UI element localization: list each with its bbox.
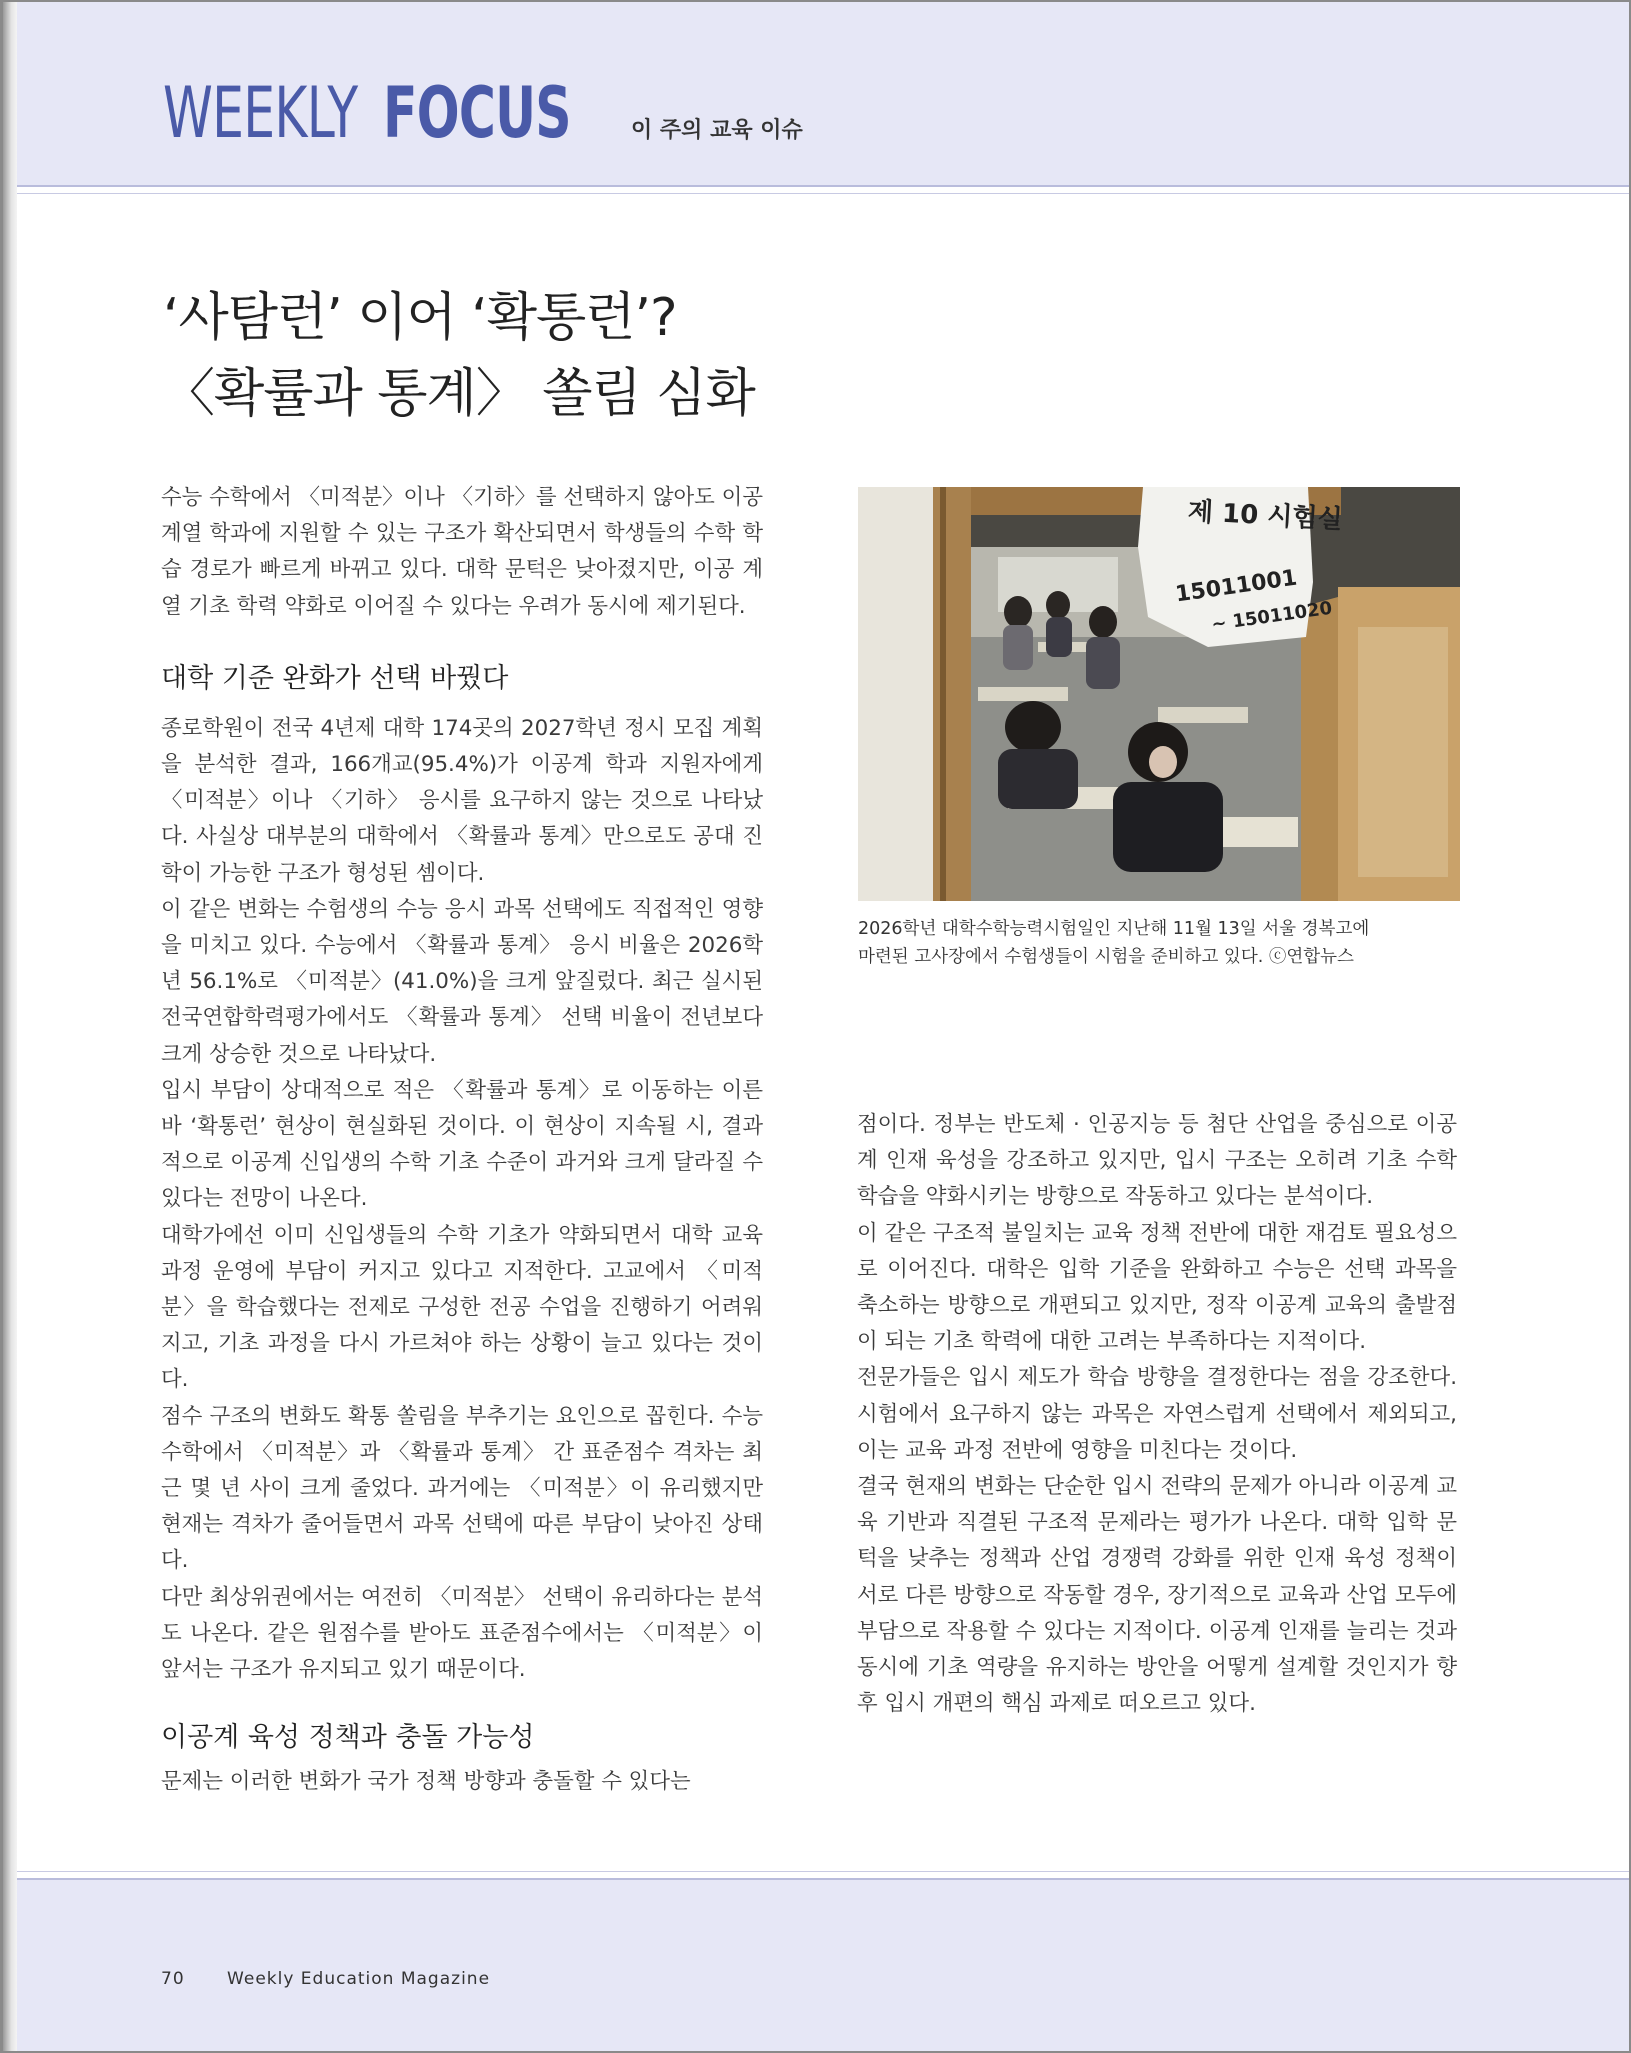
body-paragraph: 이 같은 변화는 수험생의 수능 응시 과목 선택에도 직접적인 영향을 미치고 있다. 수능에서 〈확률과 통계〉 응시 비율은 2026학년 56.1%로 〈미적분〉(41.0%)을 크게 앞질렀다. 최근 실시된 전국연합학력평가에서도 〈확률과 통계〉 선택 비율이 전년보다 크게 상승한 것으로 나타났다.	[161, 896, 763, 1067]
right-column	[857, 1107, 1457, 1722]
exam-room-sign-range-start: 15011001	[1173, 565, 1299, 608]
section-label: 이 주의 교육 이슈	[631, 118, 803, 143]
article-title	[163, 280, 755, 432]
title-line-2: 〈확률과 통계〉 쏠림 심화	[163, 364, 755, 424]
exam-room-sign-title: 제 10 시험실	[1187, 496, 1344, 536]
body-paragraph: 전문가들은 입시 제도가 학습 방향을 결정한다는 점을 강조한다. 시험에서 요구하지 않는 과목은 자연스럽게 선택에서 제외되고, 이는 교육 과정 전반에 영향을 미친다는 것이다.	[857, 1365, 1457, 1463]
caption-line-2: 마련된 고사장에서 수험생들이 시험을 준비하고 있다. ⓒ연합뉴스	[858, 947, 1354, 967]
caption-line-1: 2026학년 대학수학능력시험일인 지난해 11월 13일 서울 경복고에	[858, 919, 1370, 939]
exam-room-photo	[858, 487, 1460, 901]
title-line-1: ‘사탐런’ 이어 ‘확통런’?	[163, 288, 677, 348]
exam-room-sign-range-end: ~ 15011020	[1210, 597, 1334, 636]
body-paragraph: 이 같은 구조적 불일치는 교육 정책 전반에 대한 재검토 필요성으로 이어진다. 대학은 입학 기준을 완화하고 수능은 선택 과목을 축소하는 방향으로 개편되고 있지만, 정작 이공계 교육의 출발점이 되는 기초 학력에 대한 고려는 부족하다는 지적이다.	[857, 1220, 1457, 1355]
folio	[161, 1969, 490, 1989]
page-number: 70	[161, 1969, 185, 1989]
masthead-weekly: WEEKLY	[163, 72, 358, 154]
body-paragraph: 입시 부담이 상대적으로 적은 〈확률과 통계〉로 이동하는 이른바 ‘확통런’ 현상이 현실화된 것이다. 이 현상이 지속될 시, 결과적으로 이공계 신입생의 수학 기초 수준이 과거와 크게 달라질 수 있다는 전망이 나온다.	[161, 1077, 763, 1212]
photo-caption	[858, 915, 1478, 971]
masthead	[163, 72, 803, 154]
body-paragraph: 점수 구조의 변화도 확통 쏠림을 부추기는 요인으로 꼽힌다. 수능 수학에서 〈미적분〉과 〈확률과 통계〉 간 표준점수 격차는 최근 몇 년 사이 크게 줄었다. 과거에는 〈미적분〉이 유리했지만 현재는 격차가 줄어들면서 과목 선택에 따른 부담이 낮아진 상태다.	[161, 1403, 763, 1574]
subheading-2: 이공계 육성 정책과 충돌 가능성	[161, 1722, 535, 1754]
left-column	[161, 480, 763, 1801]
footer-band	[17, 1878, 1629, 2051]
body-paragraph: 점이다. 정부는 반도체 · 인공지능 등 첨단 산업을 중심으로 이공계 인재 육성을 강조하고 있지만, 입시 구조는 오히려 기초 수학 학습을 약화시키는 방향으로 작동하고 있다는 분석이다.	[857, 1112, 1457, 1210]
body-paragraph: 종로학원이 전국 4년제 대학 174곳의 2027학년 정시 모집 계획을 분석한 결과, 166개교(95.4%)가 이공계 학과 지원자에게 〈미적분〉이나 〈기하〉 응시를 요구하지 않는 것으로 나타났다. 사실상 대부분의 대학에서 〈확률과 통계〉만으로도 공대 진학이 가능한 구조가 형성된 셈이다.	[161, 715, 763, 886]
body-paragraph: 다만 최상위권에서는 여전히 〈미적분〉 선택이 유리하다는 분석도 나온다. 같은 원점수를 받아도 표준점수에서는 〈미적분〉이 앞서는 구조가 유지되고 있기 때문이다.	[161, 1584, 763, 1683]
masthead-focus: FOCUS	[383, 72, 571, 154]
magazine-name: Weekly Education Magazine	[227, 1969, 491, 1989]
subheading-1: 대학 기준 완화가 선택 바꿨다	[161, 662, 509, 694]
body-paragraph: 결국 현재의 변화는 단순한 입시 전략의 문제가 아니라 이공계 교육 기반과 직결된 구조적 문제라는 평가가 나온다. 대학 입학 문턱을 낮추는 정책과 산업 경쟁력 강화를 위한 인재 육성 정책이 서로 다른 방향으로 작동할 경우, 장기적으로 교육과 산업 모두에 부담으로 작용할 수 있다는 지적이다. 이공계 인재를 늘리는 것과 동시에 기초 역량을 유지하는 방안을 어떻게 설계할 것인지가 향후 입시 개편의 핵심 과제로 떠오르고 있다.	[857, 1474, 1457, 1717]
body-paragraph: 대학가에선 이미 신입생들의 수학 기초가 약화되면서 대학 교육과정 운영에 부담이 커지고 있다고 지적한다. 고교에서 〈미적분〉을 학습했다는 전제로 구성한 전공 수업을 진행하기 어려워지고, 기초 과정을 다시 가르쳐야 하는 상황이 늘고 있다는 것이다.	[161, 1222, 763, 1393]
lead-paragraph: 수능 수학에서 〈미적분〉이나 〈기하〉를 선택하지 않아도 이공 계열 학과에 지원할 수 있는 구조가 확산되면서 학생들의 수학 학습 경로가 빠르게 바뀌고 있다. 대학 문턱은 낮아졌지만, 이공 계열 기초 학력 약화로 이어질 수 있다는 우려가 동시에 제기된다.	[161, 485, 763, 619]
body-paragraph: 문제는 이러한 변화가 국가 정책 방향과 충돌할 수 있다는	[161, 1769, 691, 1795]
page-spine-shadow	[3, 2, 17, 2051]
